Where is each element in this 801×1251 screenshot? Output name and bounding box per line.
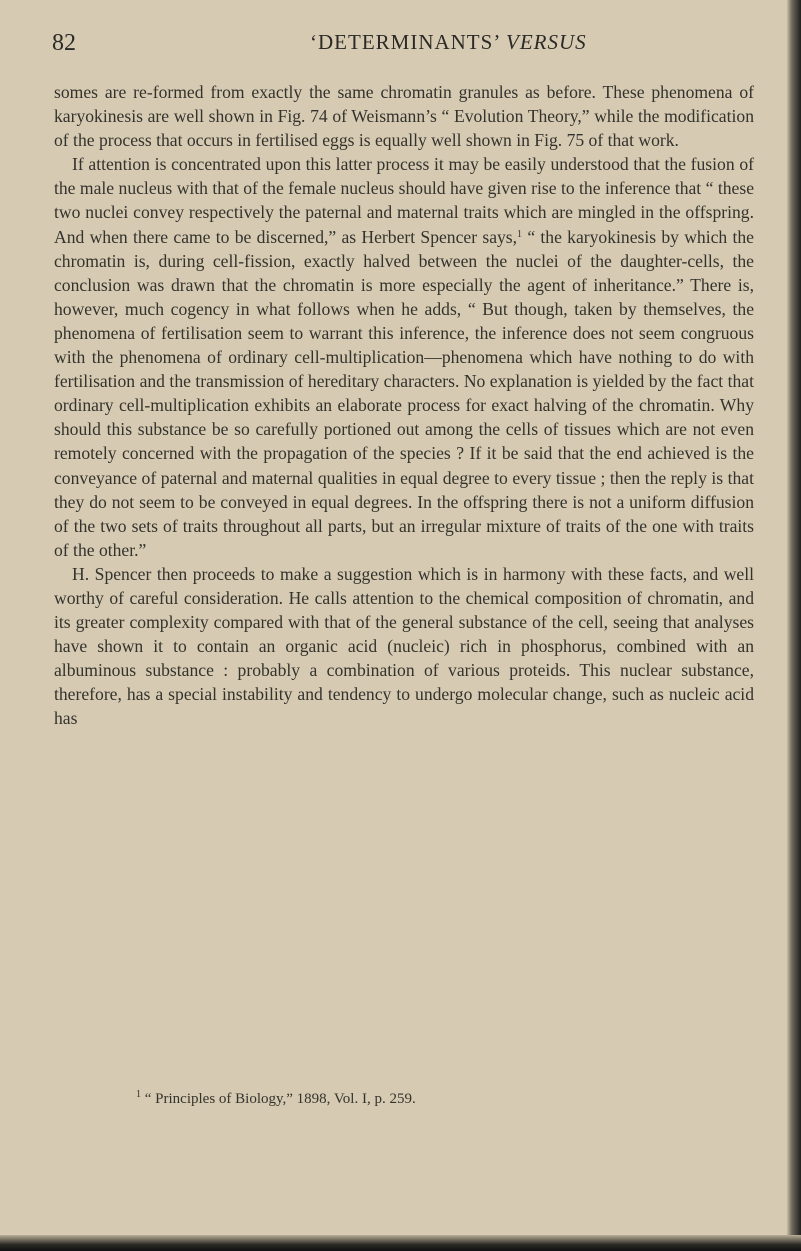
paragraph-1-text: somes are re-formed from exactly the same chromatin granules as before. These phenomena of karyokinesis are well shown in Fig. 74 of Weismann’s “ Evolution Theory,” while the modification of the process that occurs in fertilised eggs is equally well shown in Fig. 75 of that work. [54,82,754,151]
paragraph-2 [54,152,754,562]
footnote-reference: 1 [517,228,523,240]
footnote-marker: 1 [136,1089,141,1100]
page-header [52,30,752,62]
paragraph-1 [54,80,754,152]
running-title-main: ‘DETERMINANTS’ [310,30,500,54]
page-number: 82 [52,30,76,56]
page-edge-shadow-right [787,0,801,1251]
running-title-italic: VERSUS [506,30,587,54]
paragraph-2-text-a: If attention is concentrated upon this latter process it may be easily understood that the fusion of the male nucleus with that of the female nucleus should have given rise to the inference that “ these two nuclei convey respectively the paternal and maternal traits which are mingled in the offspring. And when there came to be discerned,” as Herbert Spencer says, [54,154,754,247]
paragraph-3-text: H. Spencer then proceeds to make a suggestion which is in harmony with these facts, and well worthy of careful consideration. He calls attention to the chemical composition of chromatin, and its greater complexity compared with that of the general substance of the cell, seeing that analyses have shown it to contain an organic acid (nucleic) rich in phosphorus, combined with an albuminous substance : probably a combination of various proteids. This nuclear substance, therefore, has a special instability and tendency to undergo molecular change, such as nucleic acid has [54,563,754,729]
running-title [310,30,587,55]
paragraph-3 [54,562,754,731]
body-text [54,80,754,731]
page-edge-shadow-bottom [0,1235,801,1251]
footnote-text: “ Principles of Biology,” 1898, Vol. I, p. 259. [141,1091,416,1107]
footnote [136,1091,756,1108]
paragraph-2-text-b: “ the karyokinesis by which the chromatin is, during cell-fission, exactly halved between the nuclei of the daughter-cells, the conclusion was drawn that the chromatin is more especially the agent of inheritance.” There is, however, much cogency in what follows when he adds, “ But though, taken by themselves, the phenomena of fertilisation seem to warrant this inference, the inference does not seem congruous with the phenomena of ordinary cell-multiplication—phenomena which have nothing to do with fertilisation and the transmission of hereditary characters. No explanation is yielded by the fact that ordinary cell-multiplication exhibits an elaborate process for exact halving of the chromatin. Why should this substance be so carefully portioned out among the cells of tissues which are not even remotely concerned with the propagation of the species ? If it be said that the end achieved is the conveyance of paternal and maternal qualities in equal degree to every tissue ; then the reply is that they do not seem to be conveyed in equal degrees. In the offspring there is not a uniform diffusion of the two sets of traits throughout all parts, but an irregular mixture of traits of the one with traits of the other.” [54,226,754,560]
